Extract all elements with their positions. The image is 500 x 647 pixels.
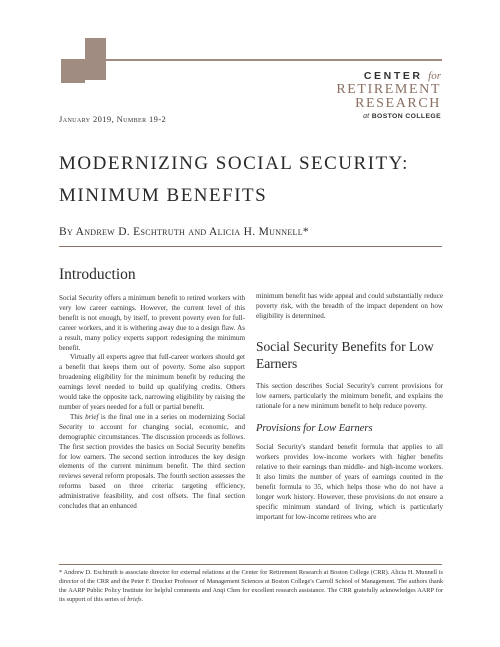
authors: By Andrew D. Eschtruth and Alicia H. Munnell* (59, 226, 309, 238)
title-line-1: MODERNIZING SOCIAL SECURITY: (59, 153, 409, 174)
ssb-paragraph-1: This section describes Social Security's current provisions for low earners, particularly the minimum benefit, and explains the rationale for a new minimum benefit to help reduce poverty. (256, 381, 443, 410)
logo-research: RESEARCH (355, 96, 441, 111)
logo-retirement: RETIREMENT (336, 82, 441, 97)
intro-paragraph-3: This brief is the final one in a series on modernizing Social Security to account for changing social, economic, and demographic circumstances. The discussion proceeds as follows. The first section provides the basics on Social Security benefits for low earners. The second section introduces the key design elements of the current minimum benefit. The third section reviews several reform proposals. The fourth section assesses the reforms based on three criteria: targeting efficiency, administrative feasibility, and cost offsets. The final section concludes that an enhanced (59, 412, 246, 511)
intro-paragraph-2: Virtually all experts agree that full-career workers should get a benefit that keeps them out of poverty. Some also support broadening eligibility for the minimum benefit by reducing the earnings level needed to build up qualifying credits. Others would take the opposite tack, narrowing eligibility by raising the number of years needed for a full or partial benefit. (59, 353, 245, 411)
logo-boston-college: BOSTON COLLEGE (371, 113, 441, 120)
logo-for: for (428, 70, 441, 82)
logo-square-3 (85, 59, 106, 80)
intro-paragraph-3-continued: minimum benefit has wide appeal and could substantially reduce poverty risk, with the breadth of the impact dependent on how eligibility is determined. (256, 292, 443, 320)
footnote-rule (59, 564, 442, 565)
header-rule (106, 59, 442, 61)
right-column (256, 292, 443, 523)
logo-square-2 (85, 38, 106, 59)
intro-paragraph-1: Social Security offers a minimum benefit to retired workers with very low career earnings. However, the current level of this benefit is not enough, by itself, to prevent poverty even for full-career workers, and it is withering away due to a design flaw. As a result, many policy experts support redesigning the minimum benefit. (59, 294, 245, 352)
left-column (59, 294, 245, 512)
title-line-2: MINIMUM BENEFITS (59, 185, 268, 206)
author-rule (59, 246, 442, 247)
provisions-subheading: Provisions for Low Earners (256, 423, 373, 435)
issue-number: January 2019, Number 19-2 (59, 114, 167, 124)
page-title (59, 148, 459, 212)
logo-at: at (363, 111, 370, 120)
footnote: * Andrew D. Eschtruth is associate director for external relations at the Center for Retirement Research at Boston College (CRR). Alicia H. Munnell is director of the CRR and the Peter F. Drucker Professor of Management Sciences at Boston College's Carroll School of Management. The authors thank the AARP Public Policy Institute for helpful comments and Anqi Chen for excellent research assistance. The CRR gratefully acknowledges AARP for its support of this series of briefs. (59, 569, 443, 603)
ssb-paragraph-2: Social Security's standard benefit formula that applies to all workers provides low-income workers with higher benefits relative to their earnings than middle- and high-income workers. It also limits the number of years of earnings counted in the benefit formula to 35, which helps those who do not have a longer work history. However, these provisions do not ensure a specific minimum standard of living, which is particularly important for low-income retirees who are (256, 443, 443, 521)
logo-square-1 (61, 59, 85, 83)
intro-heading: Introduction (59, 266, 136, 283)
logo-center: CENTER (363, 70, 423, 82)
ssb-heading: Social Security Benefits for Low Earners (256, 338, 434, 371)
crr-logo (335, 70, 441, 122)
